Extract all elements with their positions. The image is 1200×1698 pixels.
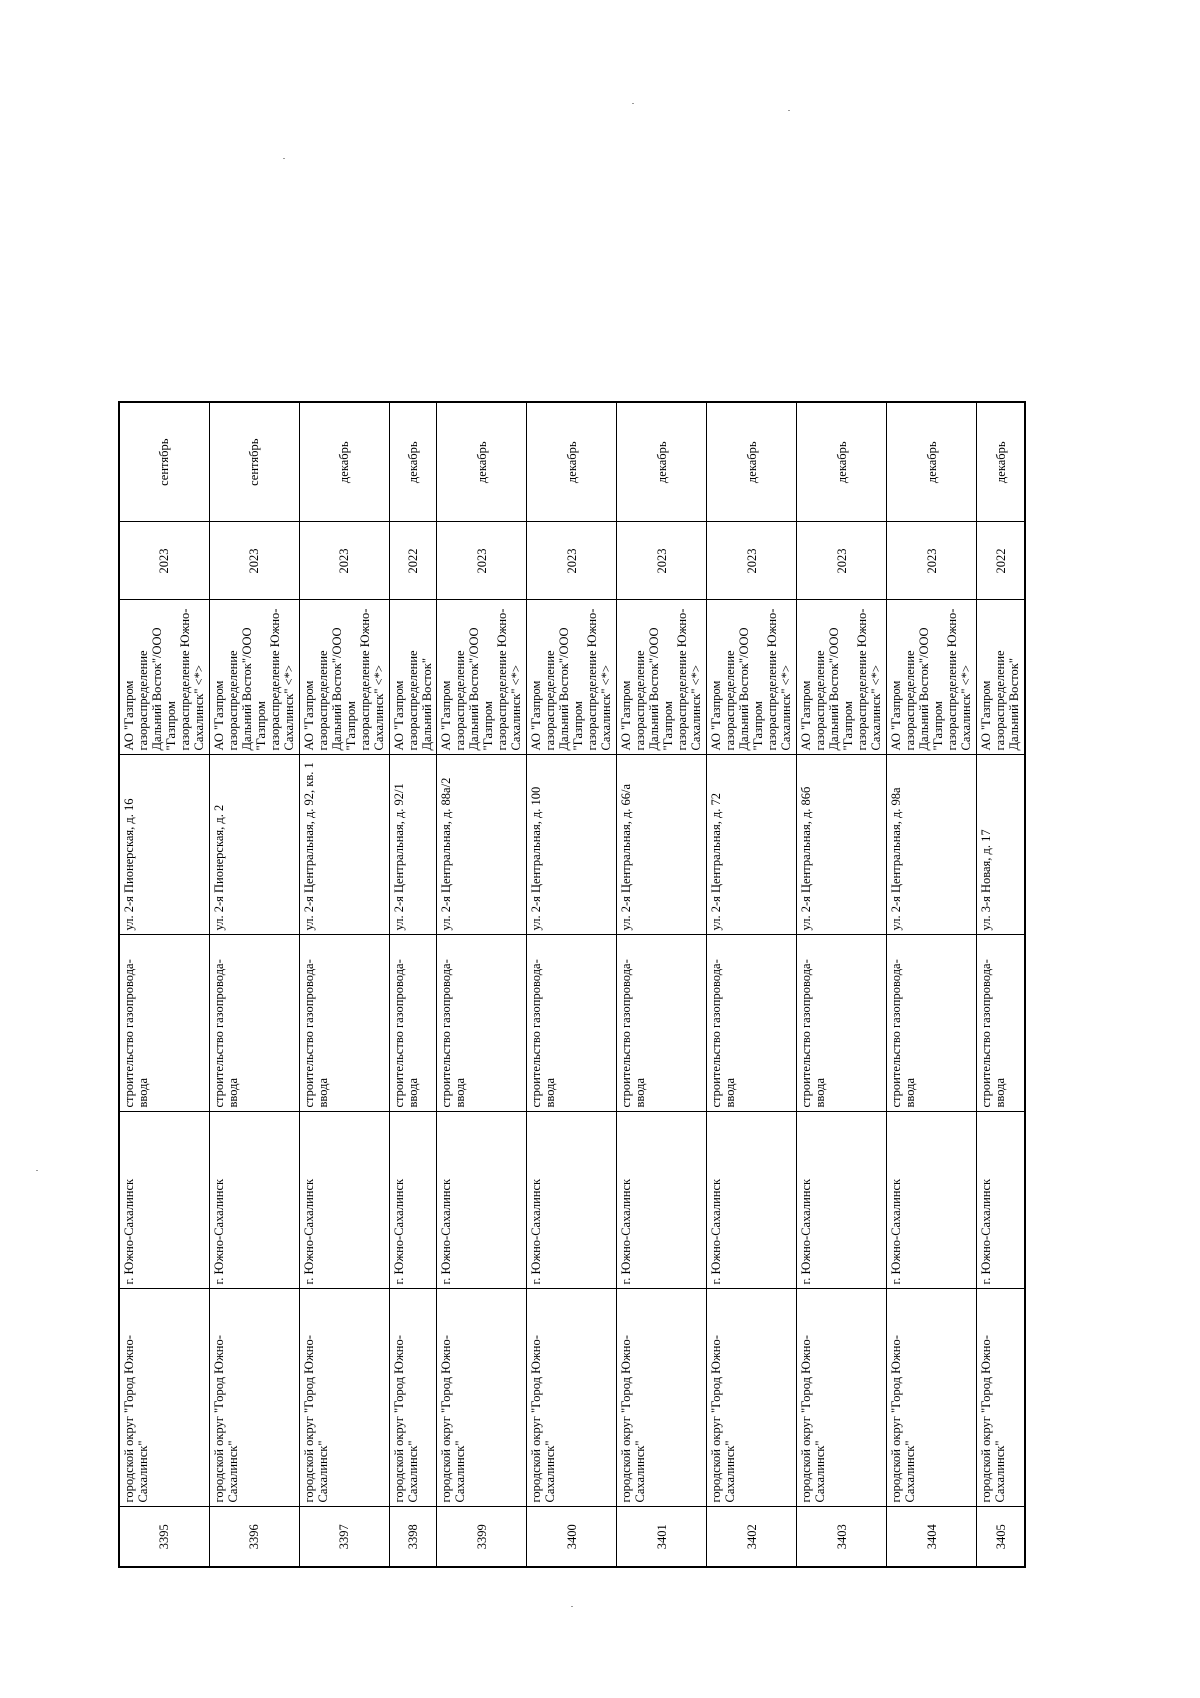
- work-type-cell: строительство газопровода-ввода: [887, 935, 977, 1112]
- municipality-cell: городской округ "Город Южно-Сахалинск": [437, 1289, 527, 1507]
- locality-cell: г. Южно-Сахалинск: [299, 1112, 389, 1289]
- municipality-cell: городской округ "Город Южно-Сахалинск": [887, 1289, 977, 1507]
- month-cell: декабрь: [617, 402, 707, 522]
- locality-cell: г. Южно-Сахалинск: [977, 1112, 1025, 1289]
- work-type-cell: строительство газопровода-ввода: [209, 935, 299, 1112]
- scan-speck: [788, 110, 790, 111]
- year-cell: 2023: [119, 522, 209, 600]
- municipality-cell: городской округ "Город Южно-Сахалинск": [617, 1289, 707, 1507]
- table-row: [209, 402, 299, 1567]
- scan-speck: [36, 1170, 38, 1171]
- year-cell: 2023: [887, 522, 977, 600]
- work-type-cell: строительство газопровода-ввода: [977, 935, 1025, 1112]
- address-cell: ул. 2-я Центральная, д. 86б: [797, 755, 887, 935]
- month-cell: декабрь: [527, 402, 617, 522]
- work-type-cell: строительство газопровода-ввода: [527, 935, 617, 1112]
- organization-cell: АО "Газпром газораспределение Дальний Восток"/ООО "Газпром газораспределение Южно-Сахалинск" <*>: [209, 600, 299, 755]
- row-number: 3402: [707, 1507, 797, 1567]
- year-cell: 2023: [437, 522, 527, 600]
- row-number: 3398: [389, 1507, 437, 1567]
- row-number: 3399: [437, 1507, 527, 1567]
- row-number: 3404: [887, 1507, 977, 1567]
- table-row: [887, 402, 977, 1567]
- month-cell: декабрь: [389, 402, 437, 522]
- year-cell: 2023: [797, 522, 887, 600]
- row-number: 3405: [977, 1507, 1025, 1567]
- row-number: 3403: [797, 1507, 887, 1567]
- address-cell: ул. 2-я Центральная, д. 66/а: [617, 755, 707, 935]
- year-cell: 2023: [209, 522, 299, 600]
- address-cell: ул. 2-я Центральная, д. 98а: [887, 755, 977, 935]
- locality-cell: г. Южно-Сахалинск: [437, 1112, 527, 1289]
- row-number: 3395: [119, 1507, 209, 1567]
- table-row: [977, 402, 1025, 1567]
- work-type-cell: строительство газопровода-ввода: [299, 935, 389, 1112]
- municipality-cell: городской округ "Город Южно-Сахалинск": [119, 1289, 209, 1507]
- month-cell: сентябрь: [209, 402, 299, 522]
- address-cell: ул. 2-я Пионерская, д. 2: [209, 755, 299, 935]
- table-row: [797, 402, 887, 1567]
- work-type-cell: строительство газопровода-ввода: [617, 935, 707, 1112]
- locality-cell: г. Южно-Сахалинск: [617, 1112, 707, 1289]
- table-row: [299, 402, 389, 1567]
- year-cell: 2023: [617, 522, 707, 600]
- address-cell: ул. 2-я Центральная, д. 72: [707, 755, 797, 935]
- scan-speck: [571, 1606, 573, 1607]
- municipality-cell: городской округ "Город Южно-Сахалинск": [209, 1289, 299, 1507]
- month-cell: декабрь: [797, 402, 887, 522]
- organization-cell: АО "Газпром газораспределение Дальний Восток"/ООО "Газпром газораспределение Южно-Сахалинск" <*>: [119, 600, 209, 755]
- municipality-cell: городской округ "Город Южно-Сахалинск": [389, 1289, 437, 1507]
- organization-cell: АО "Газпром газораспределение Дальний Восток"/ООО "Газпром газораспределение Южно-Сахалинск" <*>: [527, 600, 617, 755]
- organization-cell: АО "Газпром газораспределение Дальний Восток"/ООО "Газпром газораспределение Южно-Сахалинск" <*>: [299, 600, 389, 755]
- address-cell: ул. 2-я Центральная, д. 92/1: [389, 755, 437, 935]
- organization-cell: АО "Газпром газораспределение Дальний Восток": [977, 600, 1025, 755]
- table-row: [119, 402, 209, 1567]
- address-cell: ул. 2-я Центральная, д. 100: [527, 755, 617, 935]
- table-row: [389, 402, 437, 1567]
- address-cell: ул. 3-я Новая, д. 17: [977, 755, 1025, 935]
- table-body: [119, 402, 1025, 1567]
- work-type-cell: строительство газопровода-ввода: [389, 935, 437, 1112]
- municipality-cell: городской округ "Город Южно-Сахалинск": [977, 1289, 1025, 1507]
- table-row: [707, 402, 797, 1567]
- organization-cell: АО "Газпром газораспределение Дальний Восток"/ООО "Газпром газораспределение Южно-Сахалинск" <*>: [617, 600, 707, 755]
- month-cell: сентябрь: [119, 402, 209, 522]
- table-row: [527, 402, 617, 1567]
- month-cell: декабрь: [437, 402, 527, 522]
- gas-connection-table: [118, 401, 1026, 1568]
- month-cell: декабрь: [299, 402, 389, 522]
- month-cell: декабрь: [887, 402, 977, 522]
- address-cell: ул. 2-я Центральная, д. 92, кв. 1: [299, 755, 389, 935]
- organization-cell: АО "Газпром газораспределение Дальний Восток": [389, 600, 437, 755]
- scan-speck: [632, 103, 634, 104]
- work-type-cell: строительство газопровода-ввода: [119, 935, 209, 1112]
- month-cell: декабрь: [707, 402, 797, 522]
- address-cell: ул. 2-я Центральная, д. 88а/2: [437, 755, 527, 935]
- locality-cell: г. Южно-Сахалинск: [389, 1112, 437, 1289]
- organization-cell: АО "Газпром газораспределение Дальний Восток"/ООО "Газпром газораспределение Южно-Сахалинск" <*>: [707, 600, 797, 755]
- month-cell: декабрь: [977, 402, 1025, 522]
- year-cell: 2023: [527, 522, 617, 600]
- year-cell: 2023: [299, 522, 389, 600]
- year-cell: 2022: [389, 522, 437, 600]
- locality-cell: г. Южно-Сахалинск: [209, 1112, 299, 1289]
- year-cell: 2023: [707, 522, 797, 600]
- municipality-cell: городской округ "Город Южно-Сахалинск": [299, 1289, 389, 1507]
- locality-cell: г. Южно-Сахалинск: [527, 1112, 617, 1289]
- locality-cell: г. Южно-Сахалинск: [119, 1112, 209, 1289]
- organization-cell: АО "Газпром газораспределение Дальний Восток"/ООО "Газпром газораспределение Южно-Сахалинск" <*>: [887, 600, 977, 755]
- row-number: 3397: [299, 1507, 389, 1567]
- organization-cell: АО "Газпром газораспределение Дальний Восток"/ООО "Газпром газораспределение Южно-Сахалинск" <*>: [437, 600, 527, 755]
- locality-cell: г. Южно-Сахалинск: [887, 1112, 977, 1289]
- municipality-cell: городской округ "Город Южно-Сахалинск": [527, 1289, 617, 1507]
- table-row: [617, 402, 707, 1567]
- rotated-table-wrapper: [118, 403, 1026, 1568]
- row-number: 3400: [527, 1507, 617, 1567]
- row-number: 3396: [209, 1507, 299, 1567]
- table-row: [437, 402, 527, 1567]
- address-cell: ул. 2-я Пионерская, д. 16: [119, 755, 209, 935]
- municipality-cell: городской округ "Город Южно-Сахалинск": [707, 1289, 797, 1507]
- organization-cell: АО "Газпром газораспределение Дальний Восток"/ООО "Газпром газораспределение Южно-Сахалинск" <*>: [797, 600, 887, 755]
- scan-speck: [283, 158, 285, 159]
- row-number: 3401: [617, 1507, 707, 1567]
- work-type-cell: строительство газопровода-ввода: [437, 935, 527, 1112]
- locality-cell: г. Южно-Сахалинск: [707, 1112, 797, 1289]
- year-cell: 2022: [977, 522, 1025, 600]
- work-type-cell: строительство газопровода-ввода: [707, 935, 797, 1112]
- work-type-cell: строительство газопровода-ввода: [797, 935, 887, 1112]
- municipality-cell: городской округ "Город Южно-Сахалинск": [797, 1289, 887, 1507]
- locality-cell: г. Южно-Сахалинск: [797, 1112, 887, 1289]
